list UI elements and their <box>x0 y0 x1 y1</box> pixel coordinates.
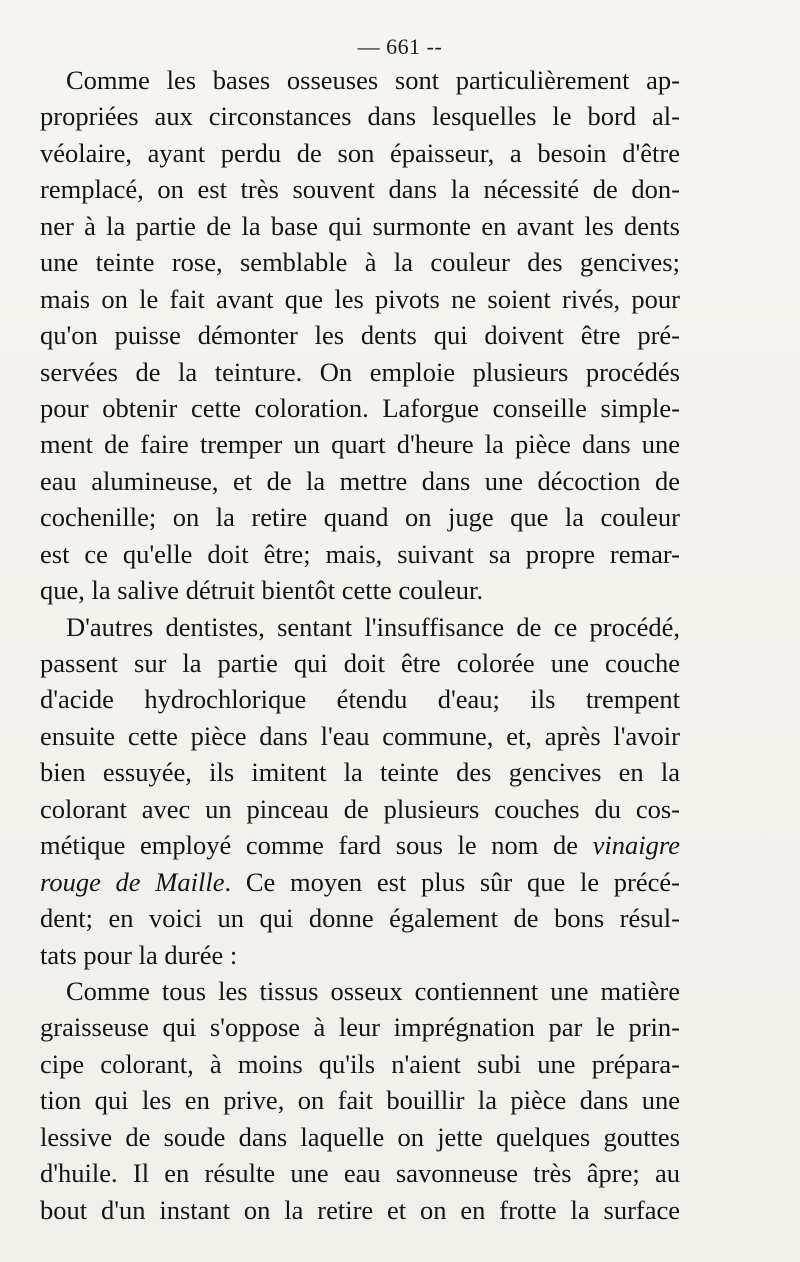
text-segment: d'acide hydrochlorique étendu d'eau; ils trempent <box>40 684 680 715</box>
text-line <box>40 900 680 936</box>
text-line <box>40 609 680 645</box>
text-line <box>40 62 680 98</box>
text-line <box>40 827 680 863</box>
text-segment: tats pour la durée : <box>40 939 238 970</box>
text-segment: qu'on puisse démonter les dents qui doivent être pré- <box>40 320 680 351</box>
text-segment: Comme tous les tissus osseux contiennent une matière <box>66 975 680 1006</box>
text-segment: bout d'un instant on la retire et on en frotte la surface <box>40 1194 680 1225</box>
text-segment: d'huile. Il en résulte une eau savonneuse très âpre; au <box>40 1158 680 1189</box>
page-number: — 661 -- <box>357 34 443 59</box>
text-line <box>40 681 680 717</box>
text-line <box>40 171 680 207</box>
text-segment: tion qui les en prive, on fait bouillir la pièce dans une <box>40 1085 680 1116</box>
text-line <box>40 463 680 499</box>
body-text <box>40 62 680 1228</box>
text-line <box>40 572 680 608</box>
text-segment: . Ce moyen est plus sûr que le précé- <box>224 866 680 897</box>
text-segment: colorant avec un pinceau de plusieurs couches du cos- <box>40 793 680 824</box>
text-line <box>40 354 680 390</box>
text-line <box>40 1082 680 1118</box>
text-segment: est ce qu'elle doit être; mais, suivant sa propre remar- <box>40 538 680 569</box>
text-line <box>40 864 680 900</box>
text-segment: remplacé, on est très souvent dans la nécessité de don- <box>40 174 680 205</box>
text-segment: ment de faire tremper un quart d'heure la pièce dans une <box>40 429 680 460</box>
text-segment: eau alumineuse, et de la mettre dans une décoction de <box>40 465 680 496</box>
text-segment: graisseuse qui s'oppose à leur imprégnation par le prin- <box>40 1012 680 1043</box>
text-segment: Comme les bases osseuses sont particulièrement ap- <box>66 65 680 95</box>
text-segment: propriées aux circonstances dans lesquelles le bord al- <box>40 101 680 132</box>
text-segment: passent sur la partie qui doit être colorée une couche <box>40 648 680 678</box>
text-segment: ensuite cette pièce dans l'eau commune, et, après l'avoir <box>40 720 680 751</box>
text-segment: bien essuyée, ils imitent la teinte des gencives en la <box>40 757 680 788</box>
text-segment: pour obtenir cette coloration. Laforgue conseille simple- <box>40 392 680 423</box>
text-line <box>40 135 680 171</box>
text-line <box>40 937 680 973</box>
text-line <box>40 390 680 426</box>
text-line <box>40 281 680 317</box>
text-line <box>40 1155 680 1191</box>
text-segment: mais on le fait avant que les pivots ne soient rivés, pour <box>40 283 680 314</box>
text-segment: servées de la teinture. On emploie plusieurs procédés <box>40 356 680 387</box>
text-line <box>40 98 680 134</box>
text-segment: cochenille; on la retire quand on juge que la couleur <box>40 502 680 533</box>
text-line <box>40 1046 680 1082</box>
text-line <box>40 499 680 535</box>
text-segment: métique employé comme fard sous le nom de <box>40 830 593 861</box>
text-segment: véolaire, ayant perdu de son épaisseur, a besoin d'être <box>40 137 680 168</box>
text-line <box>40 973 680 1009</box>
text-segment: dent; en voici un qui donne également de bons résul- <box>40 903 680 934</box>
text-line <box>40 754 680 790</box>
text-line <box>40 208 680 244</box>
text-line <box>40 317 680 353</box>
text-segment: une teinte rose, semblable à la couleur des gencives; <box>40 247 680 278</box>
text-segment: cipe colorant, à moins qu'ils n'aient subi une prépara- <box>40 1048 680 1079</box>
text-line <box>40 791 680 827</box>
text-segment: ner à la partie de la base qui surmonte en avant les dents <box>40 210 680 241</box>
text-line <box>40 244 680 280</box>
text-line <box>40 426 680 462</box>
text-segment: que, la salive détruit bientôt cette couleur. <box>40 575 483 606</box>
text-line <box>40 536 680 572</box>
italic-text: vinaigre <box>592 830 680 861</box>
text-line <box>40 1009 680 1045</box>
text-line <box>40 718 680 754</box>
text-line <box>40 645 680 681</box>
text-segment: lessive de soude dans laquelle on jette quelques gouttes <box>40 1121 680 1152</box>
italic-text: rouge de Maille <box>40 866 225 897</box>
text-segment: D'autres dentistes, sentant l'insuffisance de ce procédé, <box>66 611 680 642</box>
text-line <box>40 1192 680 1228</box>
text-line <box>40 1119 680 1155</box>
